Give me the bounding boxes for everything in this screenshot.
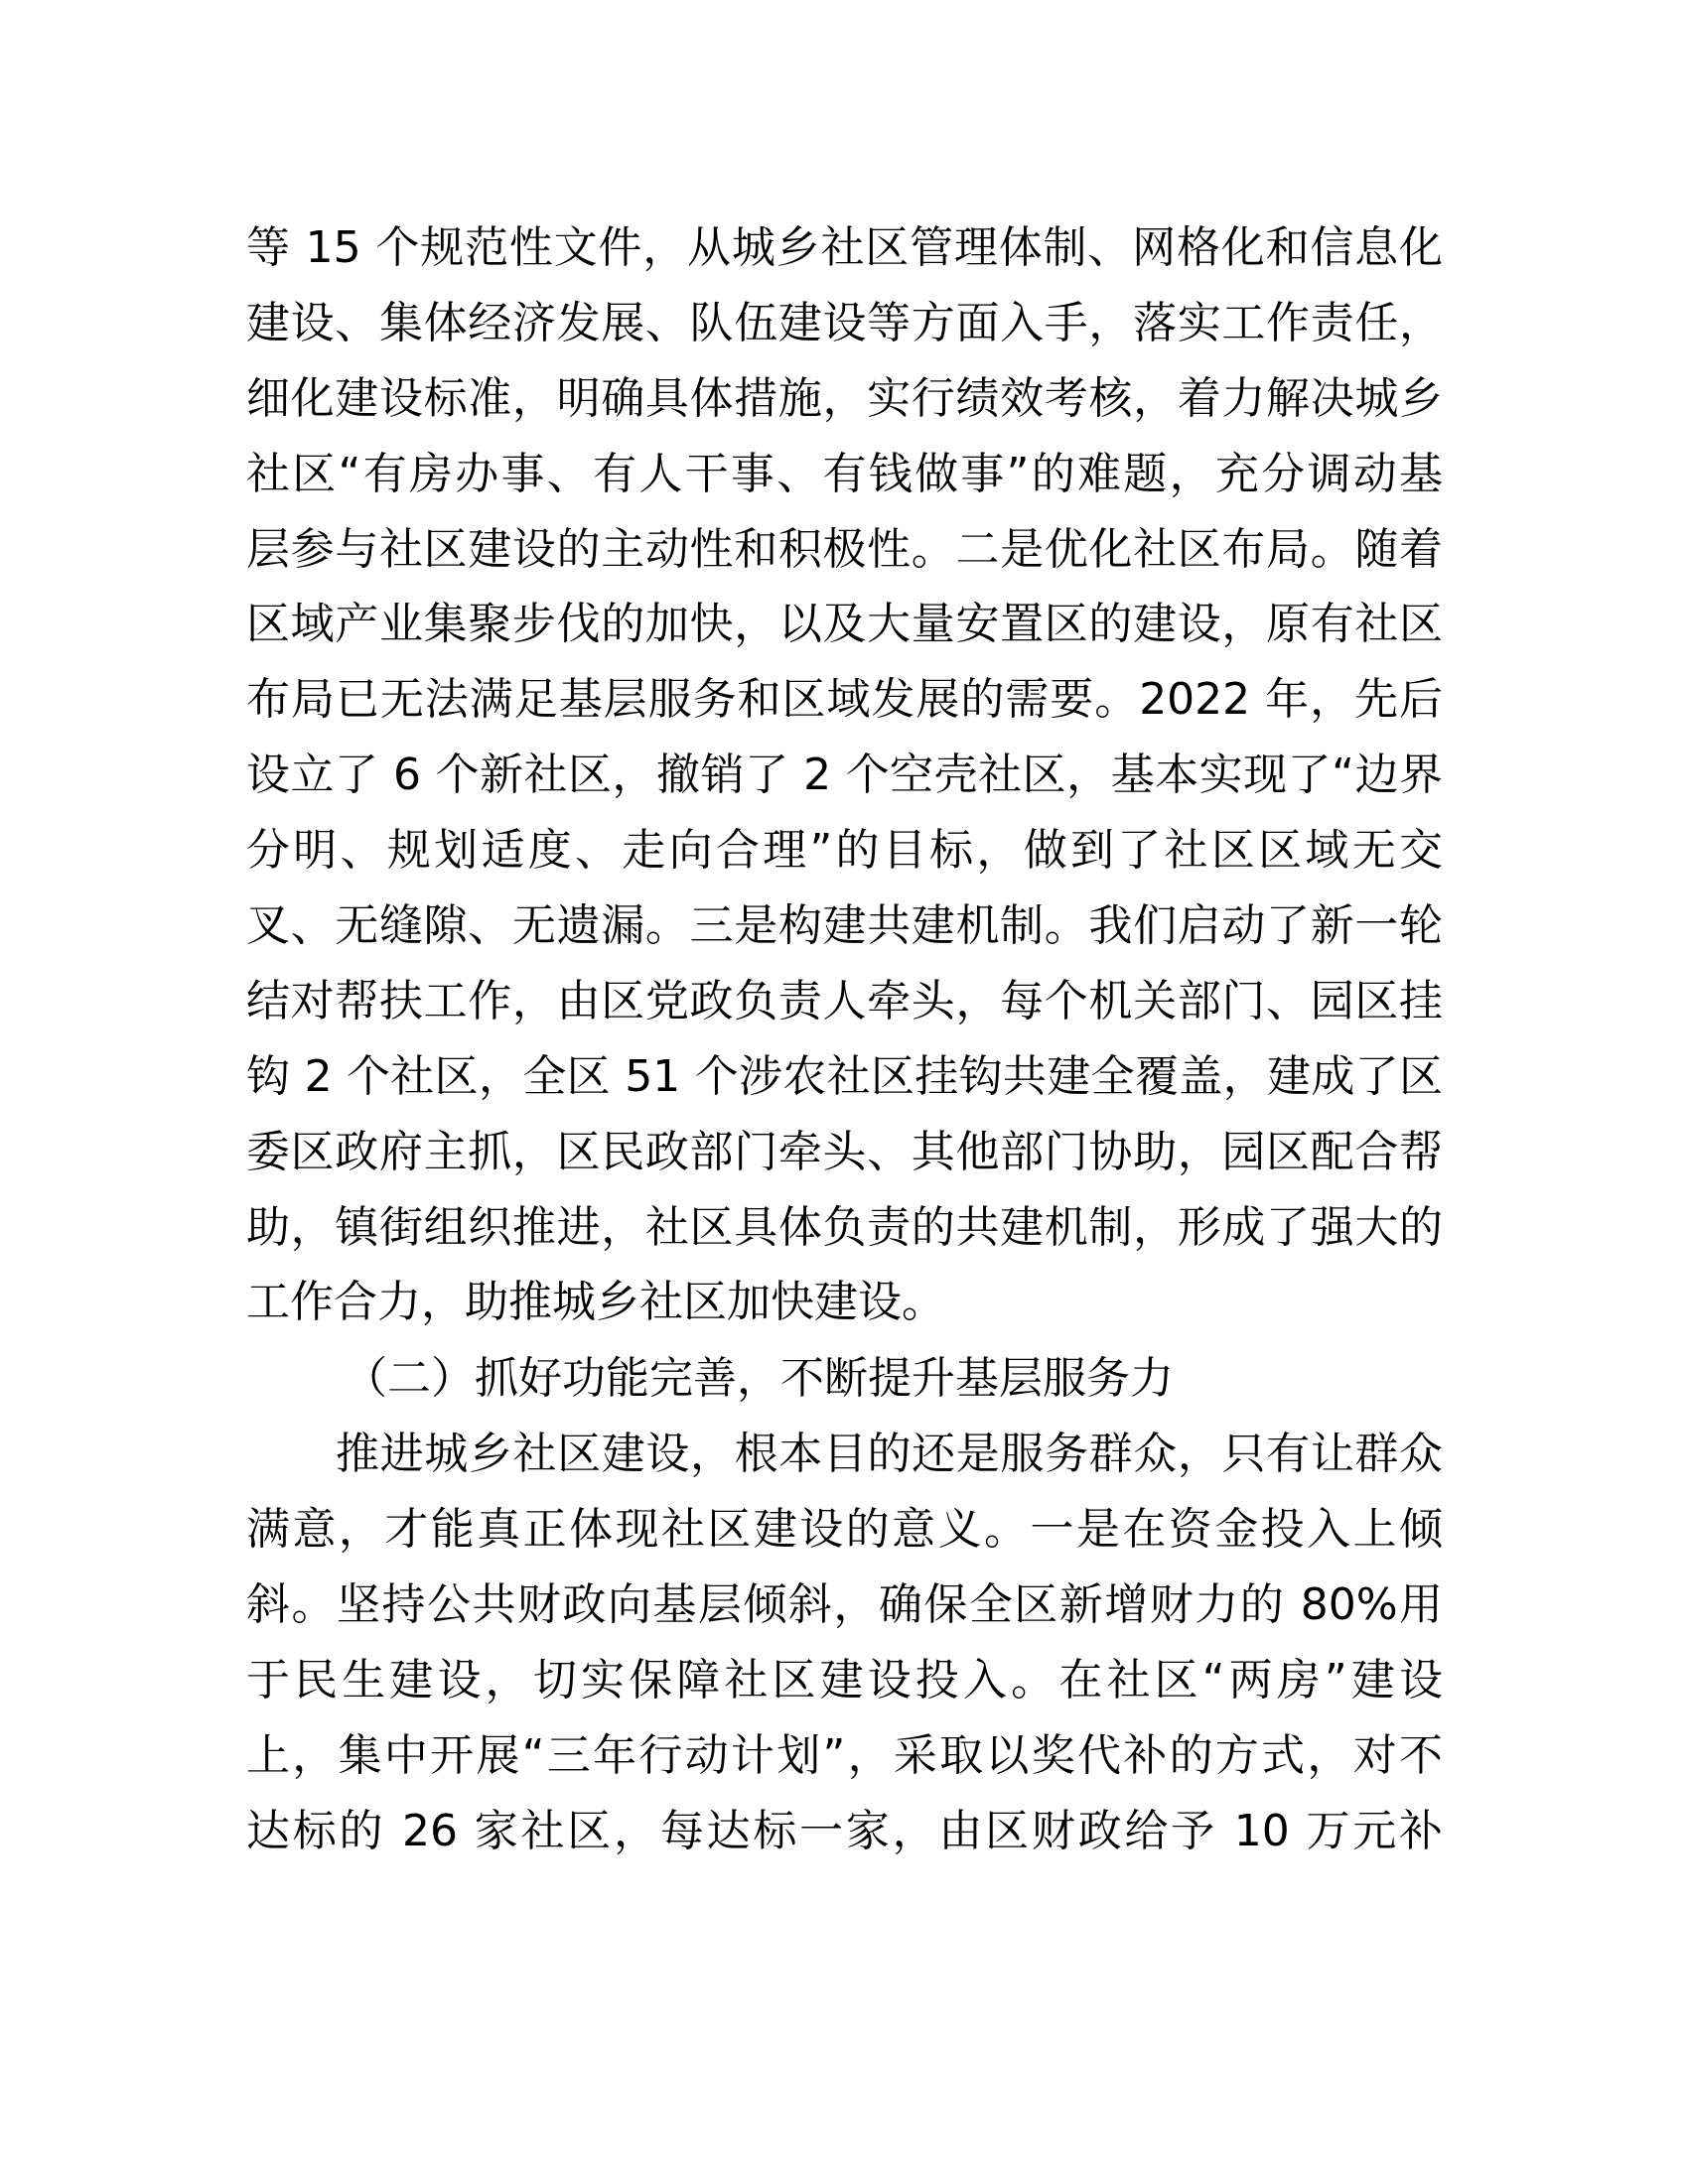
paragraph-line: 等 15 个规范性文件，从城乡社区管理体制、网格化和信息化 xyxy=(246,222,1443,273)
section-heading: （二）抓好功能完善，不断提升基层服务力 xyxy=(344,1353,1174,1405)
paragraph-line: 钩 2 个社区，全区 51 个涉农社区挂钩共建全覆盖，建成了区 xyxy=(246,1050,1443,1102)
paragraph-line: 推进城乡社区建设，根本目的还是服务群众，只有让群众 xyxy=(336,1429,1443,1480)
paragraph-line: 布局已无法满足基层服务和区域发展的需要。2022 年，先后 xyxy=(246,674,1443,726)
paragraph-line: 细化建设标准，明确具体措施，实行绩效考核，着力解决城乡 xyxy=(246,372,1443,424)
paragraph-line: 工作合力，助推城乡社区加快建设。 xyxy=(246,1277,945,1328)
paragraph-line: 上，集中开展“三年行动计划”，采取以奖代补的方式，对不 xyxy=(246,1729,1443,1781)
paragraph-line: 满意，才能真正体现社区建设的意义。一是在资金投入上倾 xyxy=(246,1504,1443,1556)
paragraph-line: 斜。坚持公共财政向基层倾斜，确保全区新增财力的 80%用 xyxy=(246,1579,1443,1631)
paragraph-line: 社区“有房办事、有人干事、有钱做事”的难题，充分调动基 xyxy=(246,448,1443,499)
paragraph-line: 区域产业集聚步伐的加快，以及大量安置区的建设，原有社区 xyxy=(246,599,1443,650)
document-body xyxy=(246,210,1443,1869)
paragraph-line: 叉、无缝隙、无遗漏。三是构建共建机制。我们启动了新一轮 xyxy=(246,900,1443,952)
paragraph-line: 设立了 6 个新社区，撤销了 2 个空壳社区，基本实现了“边界 xyxy=(246,750,1443,801)
paragraph-line: 委区政府主抓，区民政部门牵头、其他部门协助，园区配合帮 xyxy=(246,1126,1443,1177)
paragraph-line: 建设、集体经济发展、队伍建设等方面入手，落实工作责任， xyxy=(246,297,1443,348)
paragraph-2 xyxy=(246,1417,1443,1868)
paragraph-line: 层参与社区建设的主动性和积极性。二是优化社区布局。随着 xyxy=(246,523,1443,575)
paragraph-line: 结对帮扶工作，由区党政负责人牵头，每个机关部门、园区挂 xyxy=(246,975,1443,1026)
paragraph-line: 助，镇街组织推进，社区具体负责的共建机制，形成了强大的 xyxy=(246,1201,1443,1253)
paragraph-1 xyxy=(246,210,1443,1340)
paragraph-line: 达标的 26 家社区，每达标一家，由区财政给予 10 万元补 xyxy=(246,1805,1443,1856)
paragraph-line: 分明、规划适度、走向合理”的目标，做到了社区区域无交 xyxy=(246,825,1443,877)
paragraph-line: 于民生建设，切实保障社区建设投入。在社区“两房”建设 xyxy=(246,1654,1443,1706)
